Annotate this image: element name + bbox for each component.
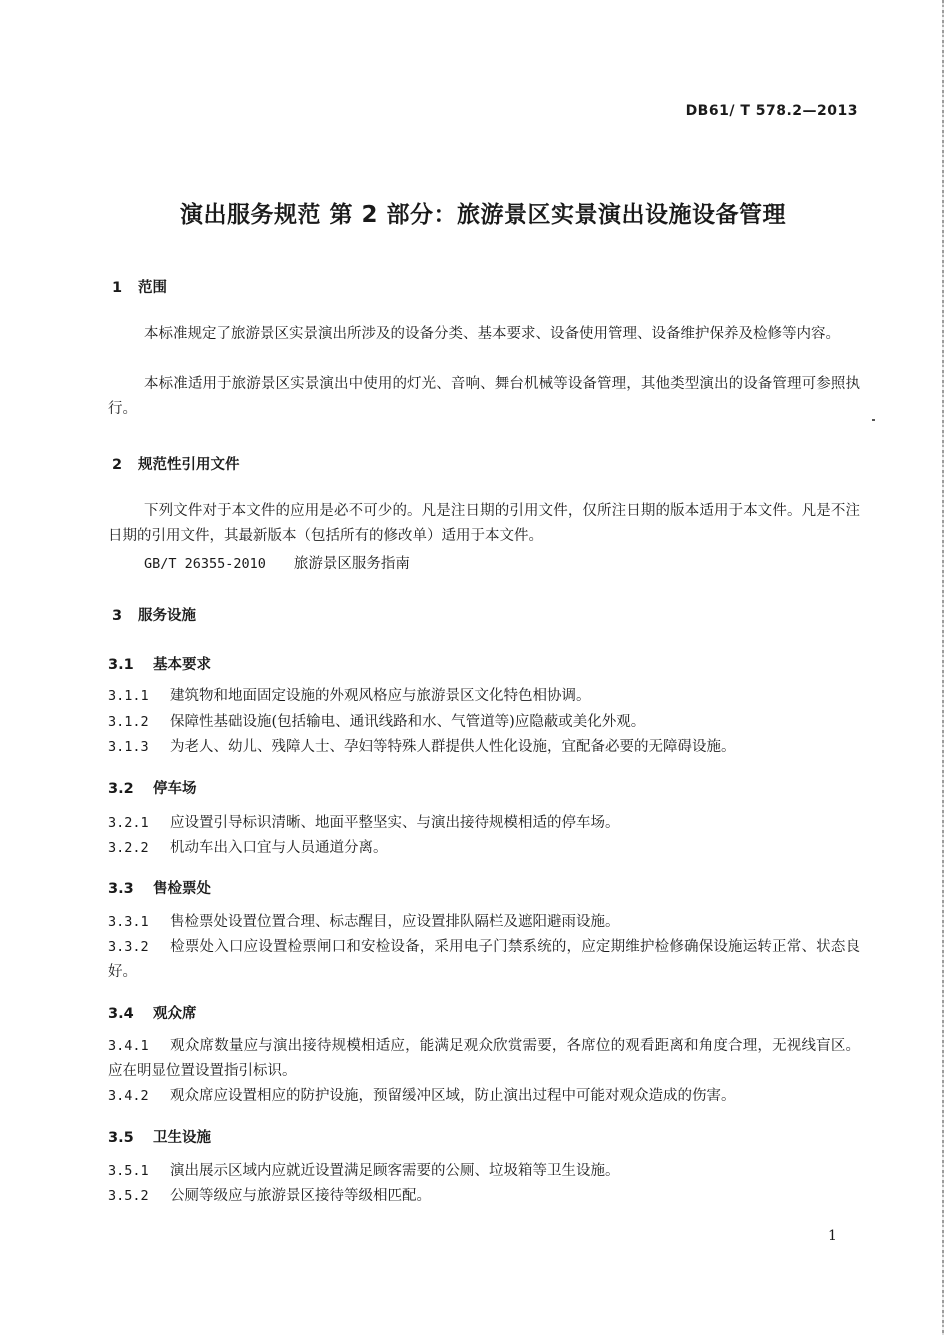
clause-item: 3.1.1 建筑物和地面固定设施的外观风格应与旅游景区文化特色相协调。 — [108, 688, 591, 704]
clause-item: 3.4.1 观众席数量应与演出接待规模相适应，能满足观众欣赏需要，各席位的观看距离和角度合理，无视线盲区。应在明显位置设置指引标识。 — [108, 1038, 860, 1079]
subsection-3-1-heading: 3.1 基本要求 — [108, 657, 211, 673]
clause-item: 3.5.1 演出展示区域内应就近设置满足顾客需要的公厕、垃圾箱等卫生设施。 — [108, 1163, 620, 1179]
reference-code: GB/T 26355-2010 — [144, 556, 266, 572]
paragraph: 下列文件对于本文件的应用是必不可少的。凡是注日期的引用文件，仅所注日期的版本适用于本文件。凡是不注日期的引用文件，其最新版本（包括所有的修改单）适用于本文件。 — [108, 503, 860, 544]
subsection-3-4-heading: 3.4 观众席 — [108, 1006, 197, 1022]
clause-item: 3.3.1 售检票处设置位置合理、标志醒目，应设置排队隔栏及遮阳避雨设施。 — [108, 914, 620, 930]
paragraph: 本标准适用于旅游景区实景演出中使用的灯光、音响、舞台机械等设备管理，其他类型演出的设备管理可参照执行。 — [108, 376, 860, 417]
section-1-heading — [112, 276, 167, 297]
scan-speck — [872, 419, 875, 421]
paragraph: 本标准规定了旅游景区实景演出所涉及的设备分类、基本要求、设备使用管理、设备维护保养及检修等内容。 — [144, 326, 840, 342]
section-number: 2 — [112, 457, 123, 473]
section-title: 服务设施 — [138, 608, 196, 624]
subsection-3-3-heading: 3.3 售检票处 — [108, 881, 211, 897]
subsection-3-2-heading: 3.2 停车场 — [108, 781, 197, 797]
normative-reference — [144, 552, 410, 573]
section-2-heading — [112, 453, 240, 474]
clause-item: 3.2.1 应设置引导标识清晰、地面平整坚实、与演出接待规模相适的停车场。 — [108, 815, 620, 831]
page-number: 1 — [828, 1228, 837, 1244]
clause-item: 3.1.3 为老人、幼儿、残障人士、孕妇等特殊人群提供人性化设施，宜配备必要的无障碍设施。 — [108, 739, 736, 755]
section-title: 范围 — [138, 280, 167, 296]
section-number: 3 — [112, 608, 123, 624]
section-number: 1 — [112, 280, 123, 296]
clause-item: 3.4.2 观众席应设置相应的防护设施，预留缓冲区域，防止演出过程中可能对观众造成的伤害。 — [108, 1088, 736, 1104]
clause-item: 3.3.2 检票处入口应设置检票闸口和安检设备，采用电子门禁系统的，应定期维护检修确保设施运转正常、状态良好。 — [108, 939, 860, 980]
document-title: 演出服务规范 第 2 部分：旅游景区实景演出设施设备管理 — [179, 202, 787, 228]
section-3-heading — [112, 604, 196, 625]
clause-item: 3.2.2 机动车出入口宜与人员通道分离。 — [108, 840, 388, 856]
subsection-3-5-heading: 3.5 卫生设施 — [108, 1130, 211, 1146]
section-title: 规范性引用文件 — [138, 457, 240, 473]
clause-item: 3.5.2 公厕等级应与旅游景区接待等级相匹配。 — [108, 1188, 431, 1204]
reference-name: 旅游景区服务指南 — [293, 556, 410, 572]
document-number: DB61/ T 578.2—2013 — [685, 103, 858, 119]
clause-item: 3.1.2 保障性基础设施(包括输电、通讯线路和水、气管道等)应隐蔽或美化外观。 — [108, 714, 646, 730]
